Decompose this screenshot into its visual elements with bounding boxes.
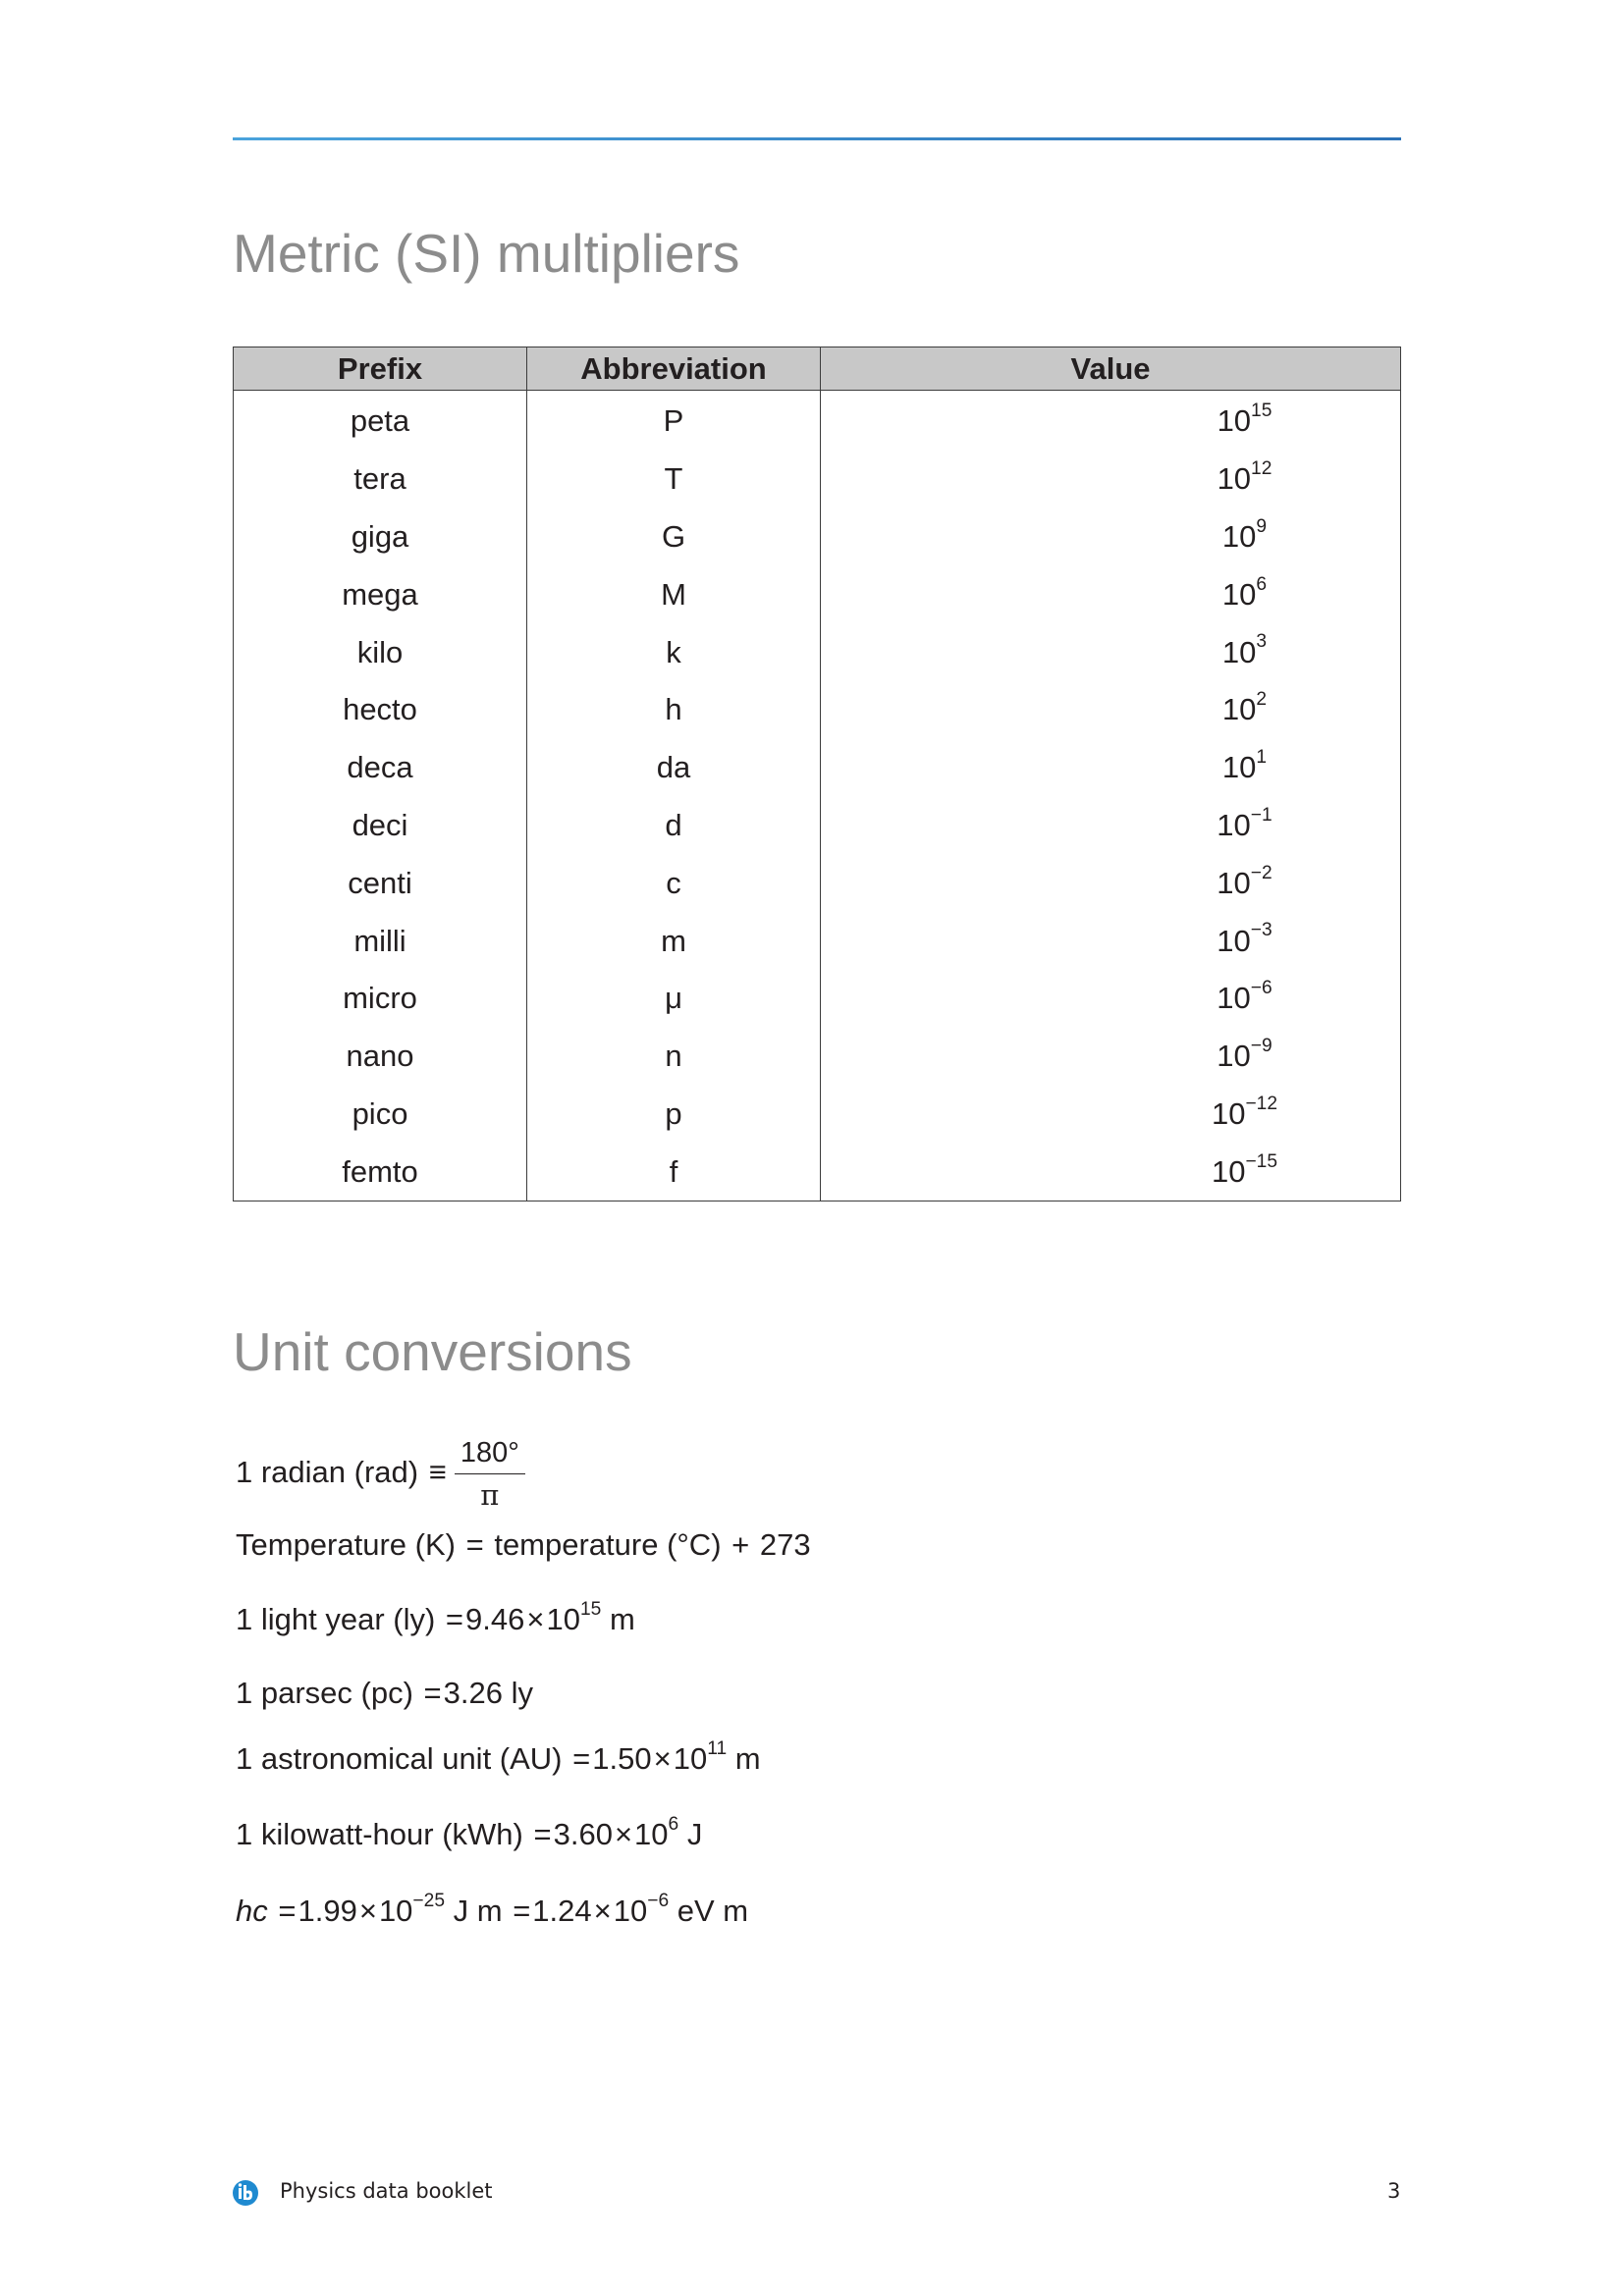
abbreviation-cell: G — [527, 508, 821, 566]
times-sign: × — [526, 1602, 545, 1636]
power-exponent: 11 — [707, 1737, 728, 1759]
light-year-lhs: 1 light year (ly) — [236, 1602, 436, 1636]
equals-sign: = — [533, 1817, 552, 1851]
table-row — [234, 1086, 1401, 1144]
power-base: 10 — [634, 1817, 669, 1851]
power-exponent: 6 — [1256, 573, 1268, 595]
value-cell — [821, 681, 1401, 739]
prefix-cell: femto — [234, 1143, 527, 1201]
fraction-denominator: π — [480, 1478, 500, 1512]
hc-mantissa-joules: 1.99 — [298, 1894, 357, 1928]
power-exponent: −3 — [1250, 920, 1272, 941]
abbreviation-cell: T — [527, 451, 821, 508]
value-cell — [821, 1143, 1401, 1201]
power-exponent: 9 — [1256, 515, 1268, 537]
power-base: 10 — [1211, 1095, 1246, 1131]
power-exponent: 6 — [668, 1813, 679, 1835]
value-cell — [821, 508, 1401, 566]
power-exponent: 12 — [1251, 458, 1272, 480]
unit: m — [734, 1741, 761, 1776]
table-row — [234, 1028, 1401, 1086]
abbreviation-cell: f — [527, 1143, 821, 1201]
kwh-conversion — [236, 1813, 703, 1852]
table-row — [234, 623, 1401, 681]
fraction-numerator: 180° — [455, 1437, 525, 1474]
power-base: 10 — [1221, 518, 1257, 554]
section-title-multipliers: Metric (SI) multipliers — [233, 223, 740, 284]
equivalence-sign: ≡ — [428, 1455, 447, 1490]
power-base: 10 — [1217, 1039, 1251, 1074]
au-lhs: 1 astronomical unit (AU) — [236, 1741, 563, 1776]
power-base: 10 — [1217, 865, 1251, 900]
si-multipliers-table — [233, 347, 1401, 1201]
power-base: 10 — [1217, 403, 1252, 439]
prefix-cell: milli — [234, 912, 527, 970]
au-mantissa: 1.50 — [592, 1741, 652, 1776]
table-row — [234, 1143, 1401, 1201]
unit: eV m — [677, 1894, 749, 1928]
table-row — [234, 681, 1401, 739]
hc-mantissa-ev: 1.24 — [532, 1894, 592, 1928]
power-base: 10 — [1211, 1153, 1246, 1189]
abbreviation-cell: m — [527, 912, 821, 970]
table-row — [234, 854, 1401, 912]
power-exponent: −2 — [1250, 862, 1272, 883]
au-conversion — [236, 1737, 761, 1777]
radian-fraction — [455, 1437, 525, 1512]
temperature-celsius: temperature (°C) — [494, 1527, 722, 1562]
table-row — [234, 739, 1401, 797]
column-header-value: Value — [821, 347, 1401, 391]
abbreviation-cell: d — [527, 797, 821, 855]
power-exponent: −12 — [1245, 1093, 1278, 1114]
power-exponent: −25 — [412, 1890, 445, 1911]
equals-sign: = — [572, 1741, 591, 1776]
hc-constant — [236, 1890, 749, 1929]
prefix-cell: hecto — [234, 681, 527, 739]
abbreviation-cell: μ — [527, 970, 821, 1028]
light-year-mantissa: 9.46 — [465, 1602, 525, 1636]
kwh-lhs: 1 kilowatt-hour (kWh) — [236, 1817, 523, 1851]
power-base: 10 — [546, 1602, 580, 1636]
table-row — [234, 508, 1401, 566]
page-number: 3 — [1387, 2179, 1401, 2203]
times-sign: × — [593, 1894, 612, 1928]
power-base: 10 — [613, 1894, 648, 1928]
equals-sign: = — [445, 1602, 464, 1636]
prefix-cell: tera — [234, 451, 527, 508]
value-cell — [821, 623, 1401, 681]
power-exponent: −1 — [1250, 804, 1272, 826]
footer-booklet-title: Physics data booklet — [280, 2179, 493, 2203]
temperature-conversion — [236, 1527, 811, 1563]
power-base: 10 — [1217, 981, 1251, 1016]
prefix-cell: centi — [234, 854, 527, 912]
abbreviation-cell: P — [527, 391, 821, 451]
value-cell — [821, 739, 1401, 797]
power-base: 10 — [1217, 461, 1252, 497]
column-header-abbreviation: Abbreviation — [527, 347, 821, 391]
abbreviation-cell: k — [527, 623, 821, 681]
radian-conversion — [236, 1437, 525, 1512]
abbreviation-cell: M — [527, 565, 821, 623]
ib-logo-icon — [232, 2179, 259, 2207]
parsec-rhs: 3.26 ly — [443, 1676, 533, 1710]
power-exponent: 15 — [1251, 400, 1272, 422]
table-row — [234, 912, 1401, 970]
table-header-row — [234, 347, 1401, 391]
light-year-conversion — [236, 1598, 635, 1637]
unit: m — [609, 1602, 635, 1636]
power-base: 10 — [1217, 923, 1251, 958]
table-row — [234, 391, 1401, 451]
power-exponent: 2 — [1256, 689, 1268, 711]
table-row — [234, 970, 1401, 1028]
power-base: 10 — [1221, 634, 1257, 669]
table-row — [234, 797, 1401, 855]
prefix-cell: deci — [234, 797, 527, 855]
parsec-conversion — [236, 1676, 533, 1711]
times-sign: × — [653, 1741, 672, 1776]
unit: J — [686, 1817, 703, 1851]
column-header-prefix: Prefix — [234, 347, 527, 391]
equals-sign: = — [278, 1894, 297, 1928]
radian-lhs: 1 radian (rad) — [236, 1455, 419, 1490]
table-body — [234, 391, 1401, 1201]
prefix-cell: mega — [234, 565, 527, 623]
plus-sign: + — [731, 1527, 750, 1562]
prefix-cell: deca — [234, 739, 527, 797]
temperature-lhs: Temperature (K) — [236, 1527, 456, 1562]
prefix-cell: micro — [234, 970, 527, 1028]
prefix-cell: kilo — [234, 623, 527, 681]
parsec-lhs: 1 parsec (pc) — [236, 1676, 413, 1710]
table-row — [234, 565, 1401, 623]
times-sign: × — [614, 1817, 633, 1851]
power-exponent: −9 — [1250, 1035, 1272, 1056]
power-exponent: −15 — [1245, 1150, 1278, 1172]
hc-symbol: hc — [236, 1894, 268, 1928]
prefix-cell: pico — [234, 1086, 527, 1144]
equals-sign: = — [513, 1894, 531, 1928]
power-base: 10 — [673, 1741, 708, 1776]
power-exponent: 3 — [1256, 631, 1268, 653]
power-exponent: 15 — [579, 1598, 602, 1620]
abbreviation-cell: da — [527, 739, 821, 797]
prefix-cell: nano — [234, 1028, 527, 1086]
value-cell — [821, 1086, 1401, 1144]
value-cell — [821, 797, 1401, 855]
power-base: 10 — [378, 1894, 413, 1928]
abbreviation-cell: p — [527, 1086, 821, 1144]
kwh-mantissa: 3.60 — [553, 1817, 613, 1851]
power-base: 10 — [1221, 750, 1257, 785]
power-exponent: −6 — [1250, 978, 1272, 999]
unit: J m — [453, 1894, 503, 1928]
power-exponent: −6 — [647, 1890, 670, 1911]
value-cell — [821, 970, 1401, 1028]
section-title-conversions: Unit conversions — [233, 1321, 632, 1382]
power-base: 10 — [1221, 576, 1257, 612]
prefix-cell: peta — [234, 391, 527, 451]
top-rule — [233, 137, 1401, 140]
value-cell — [821, 854, 1401, 912]
value-cell — [821, 912, 1401, 970]
equals-sign: = — [465, 1527, 484, 1562]
abbreviation-cell: n — [527, 1028, 821, 1086]
abbreviation-cell: h — [527, 681, 821, 739]
value-cell — [821, 565, 1401, 623]
table-row — [234, 451, 1401, 508]
value-cell — [821, 451, 1401, 508]
value-cell — [821, 1028, 1401, 1086]
power-base: 10 — [1221, 692, 1257, 727]
value-cell — [821, 391, 1401, 451]
times-sign: × — [358, 1894, 377, 1928]
abbreviation-cell: c — [527, 854, 821, 912]
temperature-offset: 273 — [759, 1527, 811, 1562]
prefix-cell: giga — [234, 508, 527, 566]
power-base: 10 — [1217, 807, 1251, 842]
equals-sign: = — [423, 1676, 442, 1710]
power-exponent: 1 — [1256, 747, 1268, 768]
